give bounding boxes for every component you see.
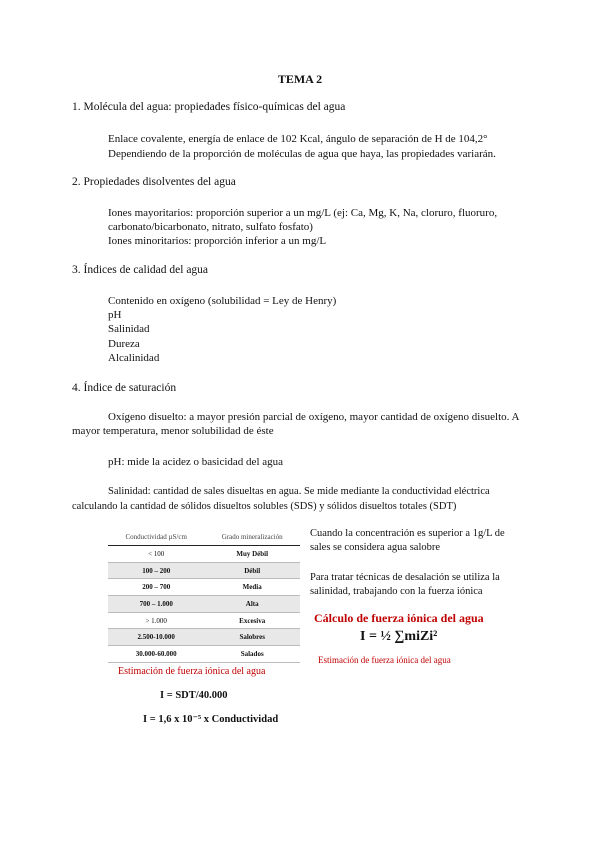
table-cell: Salobres <box>204 629 300 646</box>
table-cell: Media <box>242 583 262 592</box>
section-1-line: Dependiendo de la proporción de moléculas de agua que haya, las propiedades variarán. <box>108 148 496 160</box>
section-3-line: Alcalinidad <box>108 352 160 364</box>
page-title: TEMA 2 <box>277 72 323 86</box>
section-3-line: Contenido en oxígeno (solubilidad = Ley de Henry) <box>108 295 337 307</box>
table-row <box>108 562 300 579</box>
table-header: Grado mineralización <box>204 528 300 546</box>
table-cell: < 100 <box>148 549 165 558</box>
side-text-salobre: Cuando la concentración es superior a 1g/L de sales se considera agua salobre <box>310 528 505 553</box>
section-3-line: pH <box>108 309 122 321</box>
ionic-estimate-caption-left: Estimación de fuerza iónica del agua <box>118 666 266 677</box>
ionic-formula-conductivity: I = 1,6 x 10⁻⁵ x Conductividad <box>143 714 279 725</box>
section-4-paragraph-salinity: Salinidad: cantidad de sales disueltas en agua. Se mide mediante la conductividad eléctrica calculando la cantidad de sólidos disueltos solubles (SDS) y sólidos disueltos totales (SDT) <box>72 486 490 512</box>
table-header: Conductividad µS/cm <box>108 528 204 546</box>
section-1-line: Enlace covalente, energía de enlace de 102 Kcal, ángulo de separación de H de 104,2° <box>108 133 488 145</box>
section-3-line: Dureza <box>108 338 140 350</box>
section-1-heading: 1. Molécula del agua: propiedades físico-químicas del agua <box>72 101 346 113</box>
table-row <box>108 579 300 596</box>
table-cell: Muy Débil <box>236 549 269 558</box>
table-cell: 200 – 700 <box>142 583 171 592</box>
table-cell: 100 – 200 <box>108 562 204 579</box>
ionic-calc-formula: I = ½ ∑miZi² <box>360 629 438 644</box>
table-cell: > 1.000 <box>145 616 167 625</box>
section-2-line: Iones mayoritarios: proporción superior a un mg/L (ej: Ca, Mg, K, Na, cloruro, fluoruro, <box>108 207 498 219</box>
section-2-line: Iones minoritarios: proporción inferior a un mg/L <box>108 235 327 247</box>
conductivity-table <box>108 528 300 663</box>
table-cell: 30.000-60.000 <box>135 649 177 658</box>
table-cell: Excesiva <box>239 616 266 625</box>
table-cell: 2.500-10.000 <box>108 629 204 646</box>
table-row <box>108 646 300 663</box>
table-cell: Débil <box>204 562 300 579</box>
section-2-heading: 2. Propiedades disolventes del agua <box>72 176 236 188</box>
side-text-desalacion: Para tratar técnicas de desalación se utiliza la salinidad, trabajando con la fuerza iónica <box>310 572 500 597</box>
table-cell: Alta <box>204 596 300 613</box>
section-3-line: Salinidad <box>108 323 150 335</box>
table-header-row <box>108 528 300 546</box>
table-row <box>108 629 300 646</box>
section-3-heading: 3. Índices de calidad del agua <box>72 264 209 276</box>
table-cell: Salados <box>240 649 264 658</box>
ionic-calc-title: Cálculo de fuerza iónica del agua <box>314 611 484 625</box>
ionic-estimate-caption-right: Estimación de fuerza iónica del agua <box>318 655 451 665</box>
section-4-heading: 4. Índice de saturación <box>72 382 177 394</box>
section-4-paragraph-ph: pH: mide la acidez o basicidad del agua <box>108 456 284 468</box>
section-4-paragraph-oxygen: Oxígeno disuelto: a mayor presión parcial de oxígeno, mayor cantidad de oxígeno disuelto. A mayor temperatura, menor solubilidad de éste <box>72 411 519 437</box>
table-row <box>108 546 300 563</box>
table-row <box>108 596 300 613</box>
table-row <box>108 612 300 629</box>
section-2-line: carbonato/bicarbonato, nitrato, sulfato fosfato) <box>108 221 313 233</box>
ionic-formula-sdt: I = SDT/40.000 <box>160 690 228 701</box>
table-cell: 700 – 1.000 <box>108 596 204 613</box>
